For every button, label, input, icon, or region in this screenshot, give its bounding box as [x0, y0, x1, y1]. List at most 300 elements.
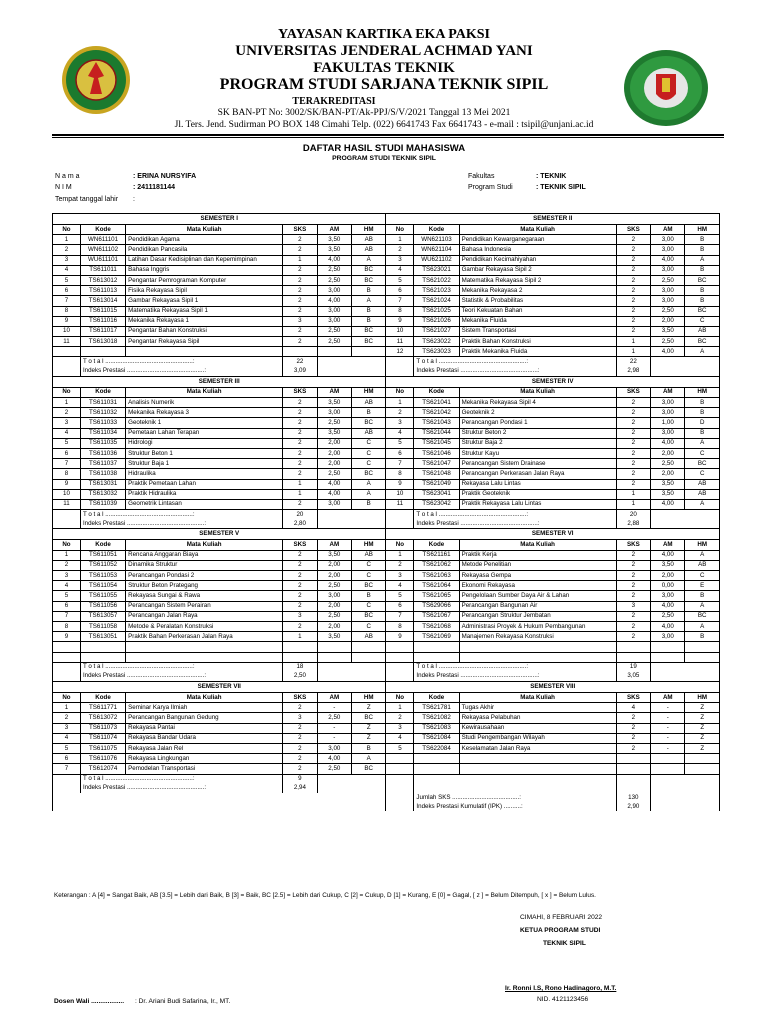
total-label: [414, 774, 616, 784]
course-row: [53, 652, 720, 662]
course-cell-no: 6: [53, 448, 81, 458]
header-line-6: SK BAN-PT No: 3002/SK/BAN-PT/Ak-PPJ/S/V/2021 Tanggal 13 Mei 2021: [217, 108, 511, 118]
course-cell-hm: AB: [352, 245, 386, 255]
course-cell-sks: 2: [616, 591, 650, 601]
course-cell-hm: [685, 652, 720, 662]
course-cell-am: -: [651, 744, 685, 754]
total-row: [53, 662, 720, 672]
semester-title-row: [53, 214, 720, 225]
course-cell-no: 11: [53, 337, 81, 347]
column-header-hm: HM: [685, 693, 720, 703]
course-cell-am: 3,00: [651, 398, 685, 408]
column-header-hm: HM: [352, 387, 386, 397]
course-cell-mk: Perancangan Pondasi 1: [459, 418, 616, 428]
course-cell-kode: TS621064: [414, 581, 459, 591]
course-cell-hm: B: [685, 286, 720, 296]
course-row: [53, 571, 720, 581]
ttl-label: Tempat tanggal lahir: [55, 196, 119, 203]
course-cell-no: 2: [386, 245, 414, 255]
course-cell-mk: [126, 347, 283, 357]
course-cell-sks: 2: [283, 337, 317, 347]
document-subtitle: PROGRAM STUDI TEKNIK SIPIL: [332, 155, 436, 162]
nim-label: N I M: [55, 184, 72, 191]
course-cell-no: 6: [53, 754, 81, 764]
course-cell-am: 3,00: [317, 744, 351, 754]
course-cell-kode: WU611101: [80, 255, 125, 265]
course-cell-am: 2,50: [317, 326, 351, 336]
course-cell-sks: 2: [283, 764, 317, 774]
course-cell-kode: TS611073: [80, 723, 125, 733]
course-cell-am: 2,50: [317, 581, 351, 591]
course-cell-am: 3,00: [651, 632, 685, 642]
course-cell-hm: [685, 754, 720, 764]
course-cell-kode: TS613031: [80, 479, 125, 489]
course-cell-am: 3,00: [651, 296, 685, 306]
course-cell-no: 9: [53, 479, 81, 489]
course-cell-hm: AB: [685, 560, 720, 570]
course-cell-no: 2: [386, 713, 414, 723]
course-cell-am: -: [651, 713, 685, 723]
course-cell-kode: TS613051: [80, 632, 125, 642]
course-cell-sks: 2: [283, 703, 317, 713]
course-cell-no: 6: [53, 286, 81, 296]
course-cell-hm: BC: [352, 713, 386, 723]
column-header-sks: SKS: [616, 387, 650, 397]
course-cell-hm: B: [685, 296, 720, 306]
column-header-no: No: [386, 387, 414, 397]
course-row: [53, 347, 720, 357]
course-row: [53, 754, 720, 764]
ip-value: 2,98: [616, 367, 650, 377]
course-cell-sks: 2: [283, 245, 317, 255]
course-cell-kode: TS613012: [80, 275, 125, 285]
course-cell-no: 5: [53, 744, 81, 754]
course-cell-am: 3,00: [651, 235, 685, 245]
course-cell-am: 3,50: [317, 428, 351, 438]
course-cell-mk: Pendidikan Kewarganegaraan: [459, 235, 616, 245]
total-sks: 19: [616, 662, 650, 672]
course-cell-no: 4: [53, 265, 81, 275]
course-cell-kode: TS621161: [414, 550, 459, 560]
ip-row: [53, 784, 720, 793]
course-cell-no: 11: [386, 499, 414, 509]
course-cell-sks: 3: [616, 601, 650, 611]
course-cell-no: 3: [386, 723, 414, 733]
header-line-7: Jl. Ters. Jend. Sudirman PO BOX 148 Cimahi Telp. (022) 6641743 Fax 6641743 - e-mail : tsipil@unjani.ac.id: [174, 120, 594, 130]
course-cell-kode: TS621049: [414, 479, 459, 489]
course-cell-no: 8: [386, 621, 414, 631]
course-cell-mk: [459, 764, 616, 774]
course-cell-mk: Fisika Rekayasa Sipil: [126, 286, 283, 296]
course-cell-hm: A: [685, 255, 720, 265]
semester-title: SEMESTER IV: [386, 376, 720, 387]
course-cell-am: 3,00: [651, 265, 685, 275]
course-cell-no: 10: [53, 326, 81, 336]
course-cell-mk: Praktik Geoteknik: [459, 489, 616, 499]
semester-title: SEMESTER VI: [386, 529, 720, 540]
ip-label: Indeks Prestasi .............................................:: [414, 519, 616, 529]
ip-spacer: [53, 784, 81, 793]
course-cell-hm: C: [352, 621, 386, 631]
course-cell-no: 2: [53, 560, 81, 570]
course-cell-kode: TS611015: [80, 306, 125, 316]
course-cell-kode: TS621043: [414, 418, 459, 428]
course-cell-mk: Rekayasa Bandar Udara: [126, 733, 283, 743]
course-cell-mk: Administrasi Proyek & Hukum Pembangunan: [459, 621, 616, 631]
course-cell-kode: TS623022: [414, 337, 459, 347]
course-cell-hm: BC: [352, 418, 386, 428]
course-cell-no: 9: [386, 316, 414, 326]
course-cell-hm: AB: [685, 479, 720, 489]
course-cell-mk: [126, 652, 283, 662]
course-cell-sks: 2: [616, 316, 650, 326]
course-cell-sks: 2: [616, 744, 650, 754]
course-row: [53, 316, 720, 326]
ip-spacer: [53, 519, 81, 529]
dosen-wali-label: Dosen Wali ..................: [54, 998, 125, 1005]
course-row: [53, 713, 720, 723]
column-header-no: No: [53, 387, 81, 397]
course-cell-no: 4: [386, 581, 414, 591]
course-cell-am: 3,50: [651, 489, 685, 499]
course-cell-am: 2,50: [651, 459, 685, 469]
ipk-value: 2,90: [616, 802, 650, 811]
course-cell-hm: B: [685, 245, 720, 255]
course-cell-am: 3,00: [651, 408, 685, 418]
spacer: [386, 802, 414, 811]
course-cell-hm: C: [352, 459, 386, 469]
course-cell-no: 9: [53, 316, 81, 326]
course-cell-no: 7: [386, 611, 414, 621]
column-header-kode: Kode: [414, 540, 459, 550]
nama-label: N a m a: [55, 173, 80, 180]
course-cell-mk: [126, 642, 283, 652]
course-cell-sks: 2: [616, 733, 650, 743]
total-empty: [651, 357, 720, 367]
course-cell-mk: Struktur Beton 2: [459, 428, 616, 438]
column-header-row: [53, 540, 720, 550]
spacer: [53, 793, 386, 802]
column-header-kode: Kode: [80, 225, 125, 235]
ip-label: [414, 784, 616, 793]
column-header-am: AM: [651, 387, 685, 397]
course-cell-sks: 2: [283, 448, 317, 458]
course-cell-mk: Geometrik Lintasan: [126, 499, 283, 509]
course-cell-no: 3: [386, 571, 414, 581]
course-cell-mk: Perancangan Perkerasan Jalan Raya: [459, 469, 616, 479]
course-cell-kode: TS611052: [80, 560, 125, 570]
course-cell-mk: Tugas Akhir: [459, 703, 616, 713]
column-header-sks: SKS: [616, 693, 650, 703]
course-cell-no: 9: [53, 632, 81, 642]
course-cell-sks: 2: [283, 601, 317, 611]
course-cell-mk: Pemodelan Transportasi: [126, 764, 283, 774]
course-row: [53, 601, 720, 611]
course-cell-kode: TS613014: [80, 296, 125, 306]
ip-empty: [651, 367, 720, 377]
course-cell-am: 2,50: [317, 337, 351, 347]
course-cell-hm: B: [352, 306, 386, 316]
course-cell-mk: Praktik Rekayasa Lalu Lintas: [459, 499, 616, 509]
course-row: [53, 275, 720, 285]
course-cell-kode: TS613032: [80, 489, 125, 499]
course-cell-kode: TS611076: [80, 754, 125, 764]
header-line-4: PROGRAM STUDI SARJANA TEKNIK SIPIL: [219, 76, 549, 93]
course-row: [53, 723, 720, 733]
course-cell-am: 3,00: [317, 316, 351, 326]
course-cell-no: 5: [53, 275, 81, 285]
course-cell-mk: Praktik Bahan Konstruksi: [459, 337, 616, 347]
course-cell-no: 5: [53, 591, 81, 601]
course-cell-am: 3,00: [651, 245, 685, 255]
course-cell-mk: Pengantar Bahan Konstruksi: [126, 326, 283, 336]
course-cell-am: 3,50: [317, 550, 351, 560]
course-cell-am: 4,00: [317, 255, 351, 265]
course-cell-am: 3,50: [651, 560, 685, 570]
course-cell-mk: Perancangan Pondasi 2: [126, 571, 283, 581]
course-cell-no: [386, 754, 414, 764]
course-cell-am: [317, 642, 351, 652]
course-cell-no: 10: [386, 489, 414, 499]
course-cell-mk: Mekanika Rekayasa Sipil 4: [459, 398, 616, 408]
total-label: T o t a l ...................................................:: [414, 510, 616, 520]
course-cell-mk: Sistem Transportasi: [459, 326, 616, 336]
course-cell-kode: [80, 347, 125, 357]
course-row: [53, 428, 720, 438]
column-header-sks: SKS: [283, 693, 317, 703]
total-row: [53, 357, 720, 367]
course-cell-am: 3,00: [651, 286, 685, 296]
course-cell-hm: A: [685, 499, 720, 509]
ip-empty: [317, 784, 386, 793]
course-cell-sks: 2: [616, 621, 650, 631]
course-cell-am: 1,00: [651, 418, 685, 428]
column-header-kode: Kode: [80, 387, 125, 397]
course-cell-hm: Z: [685, 733, 720, 743]
total-sks: 22: [283, 357, 317, 367]
course-cell-no: 3: [53, 571, 81, 581]
course-cell-sks: 2: [616, 408, 650, 418]
dosen-wali-value: : Dr. Ariani Budi Safarina, Ir., MT.: [135, 998, 231, 1005]
course-cell-mk: Struktur Beton 1: [126, 448, 283, 458]
course-cell-kode: TS611039: [80, 499, 125, 509]
semester-title: SEMESTER V: [53, 529, 386, 540]
total-spacer: [53, 357, 81, 367]
total-spacer: [53, 662, 81, 672]
course-cell-am: 3,50: [317, 632, 351, 642]
course-cell-am: 4,00: [651, 347, 685, 357]
course-cell-hm: AB: [352, 398, 386, 408]
course-cell-sks: 2: [616, 713, 650, 723]
course-cell-am: 4,00: [651, 499, 685, 509]
course-cell-mk: Hidraulika: [126, 469, 283, 479]
course-cell-am: 4,00: [317, 479, 351, 489]
course-row: [53, 326, 720, 336]
course-cell-kode: TS623023: [414, 347, 459, 357]
course-cell-mk: Gambar Rekayasa Sipil 2: [459, 265, 616, 275]
course-cell-sks: 2: [616, 479, 650, 489]
course-cell-no: 10: [386, 326, 414, 336]
course-cell-sks: 2: [283, 296, 317, 306]
grades-table: [52, 213, 720, 811]
course-cell-sks: 3: [283, 316, 317, 326]
course-cell-kode: TS611053: [80, 571, 125, 581]
course-cell-mk: Metode Penelitian: [459, 560, 616, 570]
semester-title-row: [53, 529, 720, 540]
course-cell-hm: C: [352, 438, 386, 448]
course-cell-no: 2: [386, 560, 414, 570]
total-label: T o t a l ...................................................:: [80, 774, 282, 784]
signature-position-1: KETUA PROGRAM STUDI: [520, 927, 601, 934]
course-cell-am: 2,00: [651, 448, 685, 458]
course-cell-mk: Rekayasa Gempa: [459, 571, 616, 581]
course-cell-kode: TS621025: [414, 306, 459, 316]
course-cell-kode: TS621027: [414, 326, 459, 336]
course-cell-sks: [283, 652, 317, 662]
course-cell-no: 1: [386, 703, 414, 713]
course-cell-kode: [414, 754, 459, 764]
course-cell-am: 4,00: [651, 438, 685, 448]
course-cell-am: 2,50: [317, 764, 351, 774]
course-cell-hm: AB: [352, 550, 386, 560]
course-cell-no: [386, 642, 414, 652]
course-cell-kode: TS623041: [414, 489, 459, 499]
course-cell-mk: Praktik Hidraulika: [126, 489, 283, 499]
column-header-am: AM: [651, 225, 685, 235]
course-row: [53, 591, 720, 601]
course-cell-no: 4: [53, 733, 81, 743]
course-cell-am: [317, 347, 351, 357]
course-cell-kode: TS611054: [80, 581, 125, 591]
course-cell-mk: Pemetaan Lahan Terapan: [126, 428, 283, 438]
signature-place-date: CIMAHI, 8 FEBRUARI 2022: [520, 914, 603, 921]
course-cell-kode: TS611033: [80, 418, 125, 428]
jumlah-sks-label: Jumlah SKS .......................................:: [414, 793, 616, 802]
course-cell-hm: B: [352, 499, 386, 509]
course-cell-kode: WU621102: [414, 255, 459, 265]
course-cell-hm: BC: [685, 459, 720, 469]
course-cell-hm: B: [352, 316, 386, 326]
course-cell-am: 4,00: [317, 296, 351, 306]
course-cell-kode: TS613072: [80, 713, 125, 723]
course-cell-sks: 2: [283, 591, 317, 601]
course-cell-mk: [459, 754, 616, 764]
ip-label: Indeks Prestasi .............................................:: [414, 367, 616, 377]
course-cell-mk: Gambar Rekayasa Sipil 1: [126, 296, 283, 306]
course-cell-no: 8: [53, 469, 81, 479]
nama-value: : ERINA NURSYIFA: [133, 173, 197, 180]
spacer: [651, 802, 720, 811]
course-cell-mk: Rekayasa Sungai & Rawa: [126, 591, 283, 601]
course-cell-no: 3: [386, 418, 414, 428]
course-cell-mk: Rekayasa Lalu Lintas: [459, 479, 616, 489]
course-cell-sks: 2: [283, 550, 317, 560]
course-cell-sks: 2: [616, 550, 650, 560]
column-header-hm: HM: [685, 540, 720, 550]
course-cell-mk: Analisis Numerik: [126, 398, 283, 408]
course-cell-am: 3,00: [651, 591, 685, 601]
course-cell-am: 2,50: [317, 611, 351, 621]
course-cell-hm: B: [685, 398, 720, 408]
prodi-value: : TEKNIK SIPIL: [536, 184, 586, 191]
course-cell-kode: TS611771: [80, 703, 125, 713]
course-cell-no: 3: [53, 723, 81, 733]
ip-empty: [651, 672, 720, 682]
course-cell-mk: Perancangan Jalan Raya: [126, 611, 283, 621]
course-cell-kode: WN621104: [414, 245, 459, 255]
ip-empty: [317, 367, 386, 377]
course-cell-kode: TS623042: [414, 499, 459, 509]
course-cell-mk: Praktik Pemetaan Lahan: [126, 479, 283, 489]
ip-value: 2,50: [283, 672, 317, 682]
course-cell-sks: 2: [616, 296, 650, 306]
course-cell-am: -: [317, 723, 351, 733]
course-cell-hm: A: [685, 438, 720, 448]
course-cell-mk: Struktur Baja 2: [459, 438, 616, 448]
course-row: [53, 245, 720, 255]
course-cell-am: 3,00: [317, 408, 351, 418]
course-cell-sks: 2: [283, 275, 317, 285]
course-cell-mk: Perancangan Bangunan Air: [459, 601, 616, 611]
course-cell-no: 6: [386, 286, 414, 296]
course-cell-am: 2,00: [317, 459, 351, 469]
course-cell-hm: C: [352, 560, 386, 570]
grade-legend: Keterangan : A [4] = Sangat Baik, AB [3.5] = Lebih dari Baik, B [3] = Baik, BC [2.5] = Lebih dari Cukup, C [2] = Cukup, D [1] = Kurang, E [0] = Gagal, [ z ] = Belum Ditempuh, [ x ] = Belum Lulus.: [54, 892, 596, 899]
total-spacer: [386, 357, 414, 367]
ip-value: 3,05: [616, 672, 650, 682]
spacer: [651, 793, 720, 802]
course-cell-hm: B: [685, 632, 720, 642]
course-cell-kode: TS621026: [414, 316, 459, 326]
course-cell-hm: Z: [685, 713, 720, 723]
header-line-1: YAYASAN KARTIKA EKA PAKSI: [277, 27, 491, 42]
course-cell-kode: [80, 642, 125, 652]
course-cell-mk: Rekayasa Pantai: [126, 723, 283, 733]
ip-spacer: [386, 519, 414, 529]
ip-empty: [317, 519, 386, 529]
course-cell-sks: 2: [616, 398, 650, 408]
course-cell-hm: BC: [685, 275, 720, 285]
total-empty: [651, 510, 720, 520]
course-cell-sks: 2: [616, 459, 650, 469]
course-cell-no: 1: [386, 550, 414, 560]
course-cell-no: 5: [386, 591, 414, 601]
course-cell-mk: Rekayasa Lingkungan: [126, 754, 283, 764]
course-cell-am: 2,50: [317, 469, 351, 479]
course-cell-sks: 1: [283, 255, 317, 265]
course-cell-am: 4,00: [317, 754, 351, 764]
course-cell-hm: A: [352, 479, 386, 489]
course-row: [53, 296, 720, 306]
course-cell-sks: 1: [283, 489, 317, 499]
course-cell-hm: [685, 764, 720, 774]
course-cell-am: 2,00: [651, 316, 685, 326]
total-spacer: [386, 662, 414, 672]
course-cell-hm: A: [685, 601, 720, 611]
course-cell-sks: 2: [283, 326, 317, 336]
course-cell-mk: Perancangan Sistem Perairan: [126, 601, 283, 611]
course-cell-kode: TS621062: [414, 560, 459, 570]
course-cell-sks: 2: [283, 418, 317, 428]
course-cell-am: 2,50: [651, 306, 685, 316]
course-row: [53, 459, 720, 469]
course-cell-mk: Rencana Anggaran Biaya: [126, 550, 283, 560]
course-cell-mk: Teori Kekuatan Bahan: [459, 306, 616, 316]
course-cell-sks: 2: [616, 306, 650, 316]
course-row: [53, 255, 720, 265]
course-row: [53, 621, 720, 631]
ip-label: Indeks Prestasi .............................................:: [80, 784, 282, 793]
